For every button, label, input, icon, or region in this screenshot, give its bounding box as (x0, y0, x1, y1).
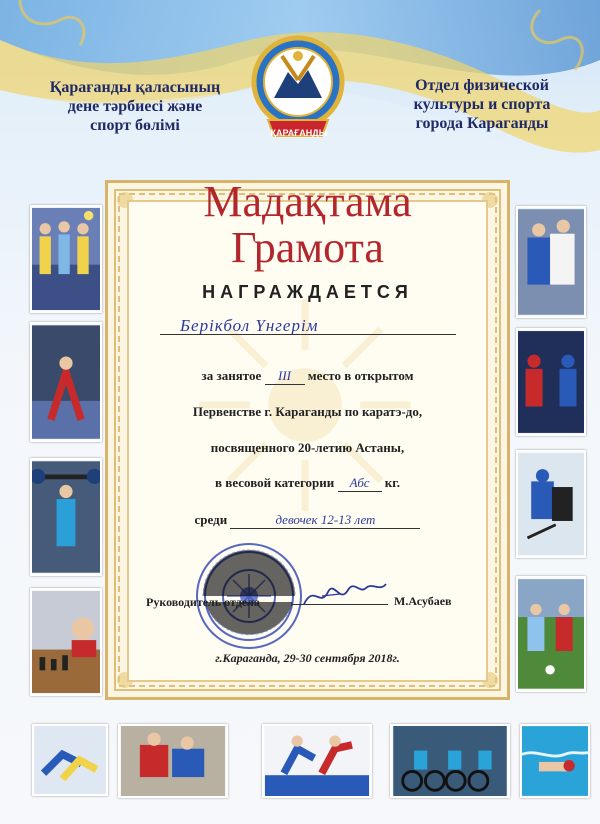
place-value: III (265, 368, 305, 385)
recipient-underline (160, 334, 456, 335)
place-suffix: место в открытом (307, 368, 414, 383)
department-name-kz-line: Қарағанды қаласының (49, 79, 221, 96)
department-name-kz-line: дене тәрбиесі және (67, 98, 203, 115)
signature-icon (300, 574, 390, 614)
issue-date: г.Караганда, 29-30 сентября 2018г. (215, 651, 400, 665)
title-ru: Грамота (231, 223, 384, 272)
department-name-ru-line: культуры и спорта (413, 96, 551, 113)
department-name-kz-line: спорт бөлімі (90, 117, 180, 134)
volleyball-photo (30, 205, 102, 313)
karate-photo (262, 724, 372, 798)
signatory-name: М.Асубаев (394, 594, 452, 608)
boxing-photo (516, 328, 586, 436)
department-name-ru-line: Отдел физической (415, 77, 549, 94)
place-line (130, 368, 485, 385)
swimming-photo (520, 724, 590, 798)
gymnastics-photo (30, 322, 102, 442)
judo-photo (516, 206, 586, 318)
cycling-photo (390, 724, 510, 798)
awarded-heading: НАГРАЖДАЕТСЯ (202, 282, 413, 302)
group-line (130, 512, 485, 529)
department-name-kz (30, 78, 240, 135)
group-value: девочек 12-13 лет (230, 512, 420, 529)
weight-unit: кг. (384, 475, 400, 490)
weight-prefix: в весовой категории (215, 475, 335, 490)
title-kz: Мадақтама (203, 177, 412, 226)
wrestling-photo (118, 724, 228, 798)
hockey-photo (516, 450, 586, 558)
department-name-ru (382, 76, 582, 133)
group-prefix: среди (194, 512, 228, 527)
weightlifting-photo (30, 458, 102, 576)
weight-line (130, 475, 485, 492)
dedication-line: посвященного 20-летию Астаны, (210, 440, 405, 455)
speed-skating-photo (32, 724, 108, 796)
event-line: Первенстве г. Караганды по каратэ-до, (192, 404, 423, 419)
recipient-name: Берікбол Үнгерім (180, 316, 319, 335)
weight-value: Абс (338, 475, 382, 492)
chess-photo (30, 588, 102, 696)
emblem-city-label: ҚАРАҒАНДЫ (270, 128, 328, 138)
place-prefix: за занятое (201, 368, 262, 383)
football-photo (516, 576, 586, 692)
signature-title: Руководитель отдела (146, 595, 260, 609)
department-name-ru-line: города Караганды (415, 115, 549, 132)
